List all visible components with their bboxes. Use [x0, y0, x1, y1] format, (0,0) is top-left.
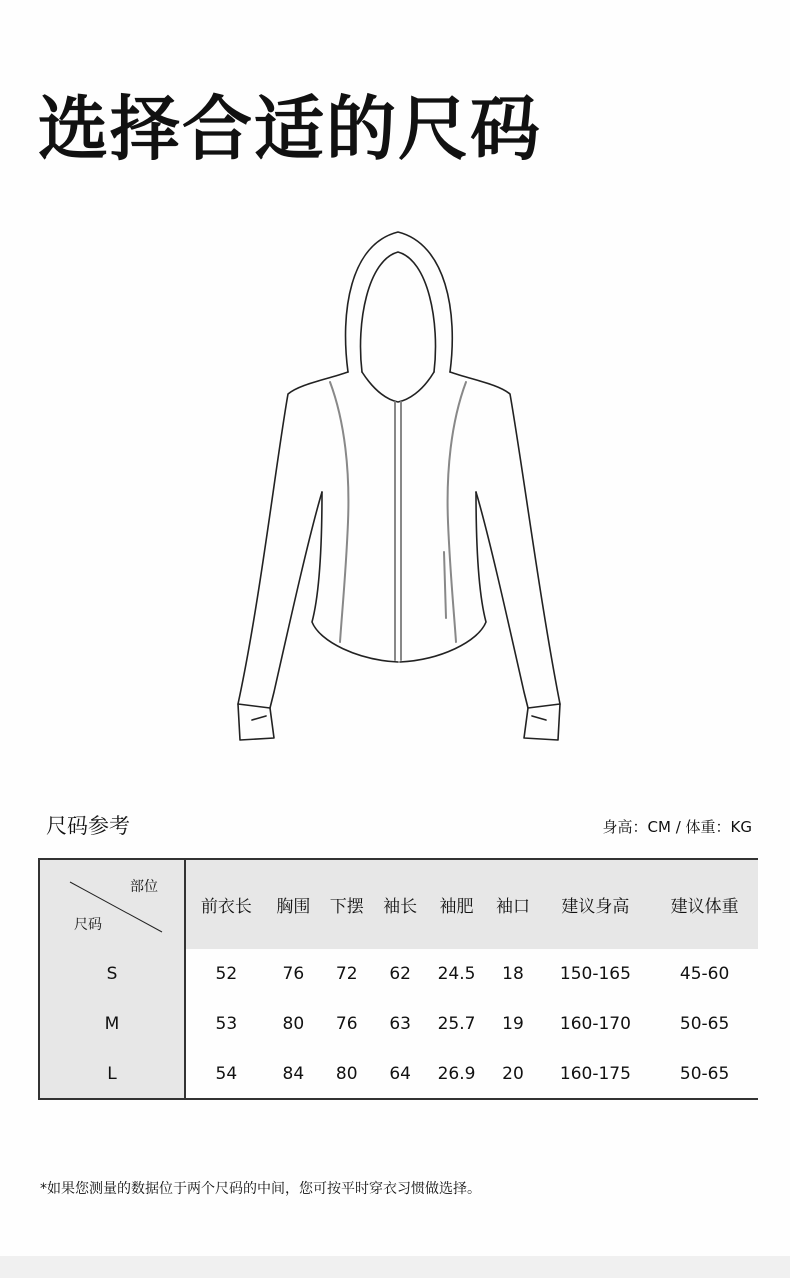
table-row — [39, 1049, 758, 1099]
size-cell: S — [39, 949, 185, 999]
table-cell: 25.7 — [437, 1014, 476, 1034]
table-cell: 26.9 — [437, 1063, 476, 1084]
table-cell: 50-65 — [679, 1063, 730, 1084]
column-header: 下摆 — [329, 897, 364, 917]
corner-cell — [39, 859, 185, 949]
table-cell: 80 — [282, 1014, 305, 1034]
column-header: 前衣长 — [200, 897, 252, 917]
table-cell: 19 — [502, 1014, 524, 1034]
table-cell: 20 — [502, 1063, 524, 1084]
table-cell: 24.5 — [437, 964, 476, 984]
table-cell: 50-65 — [679, 1014, 730, 1034]
column-header: 建议身高 — [561, 897, 630, 917]
table-cell: 18 — [502, 964, 524, 984]
column-header: 胸围 — [276, 897, 311, 917]
table-cell: 72 — [335, 964, 358, 984]
table-cell: 160-170 — [559, 1014, 631, 1034]
size-table — [38, 858, 758, 1100]
column-header: 建议体重 — [670, 897, 739, 917]
column-header: 袖口 — [495, 897, 530, 917]
units-note: 身高：CM / 体重：KG — [602, 818, 752, 836]
corner-size-label: 尺码 — [74, 917, 102, 933]
table-cell: 64 — [389, 1063, 411, 1084]
table-cell: 80 — [335, 1063, 358, 1084]
hoodie-jacket-icon — [230, 222, 570, 752]
size-reference-label: 尺码参考 — [46, 814, 130, 838]
table-row — [39, 999, 758, 1049]
bottom-band — [0, 1256, 790, 1278]
size-cell: M — [39, 999, 185, 1049]
corner-part-label: 部位 — [130, 879, 158, 895]
table-cell: 76 — [282, 964, 305, 984]
table-cell: 150-165 — [559, 964, 631, 984]
footnote: *如果您测量的数据位于两个尺码的中间，您可按平时穿衣习惯做选择。 — [40, 1181, 481, 1197]
table-cell: 76 — [335, 1014, 358, 1034]
table-cell: 54 — [215, 1063, 238, 1084]
table-cell: 63 — [389, 1014, 411, 1034]
table-row — [39, 949, 758, 999]
table-cell: 53 — [215, 1014, 238, 1034]
diagonal-divider — [40, 860, 184, 950]
table-cell: 84 — [282, 1063, 305, 1084]
table-cell: 45-60 — [679, 964, 730, 984]
table-cell: 62 — [389, 964, 411, 984]
size-cell: L — [39, 1049, 185, 1099]
column-header: 袖长 — [383, 897, 418, 917]
page-title: 选择合适的尺码 — [38, 88, 542, 170]
table-cell: 52 — [215, 964, 238, 984]
table-cell: 160-175 — [559, 1063, 631, 1084]
table-header-row — [39, 859, 758, 949]
column-header: 袖肥 — [439, 897, 474, 917]
